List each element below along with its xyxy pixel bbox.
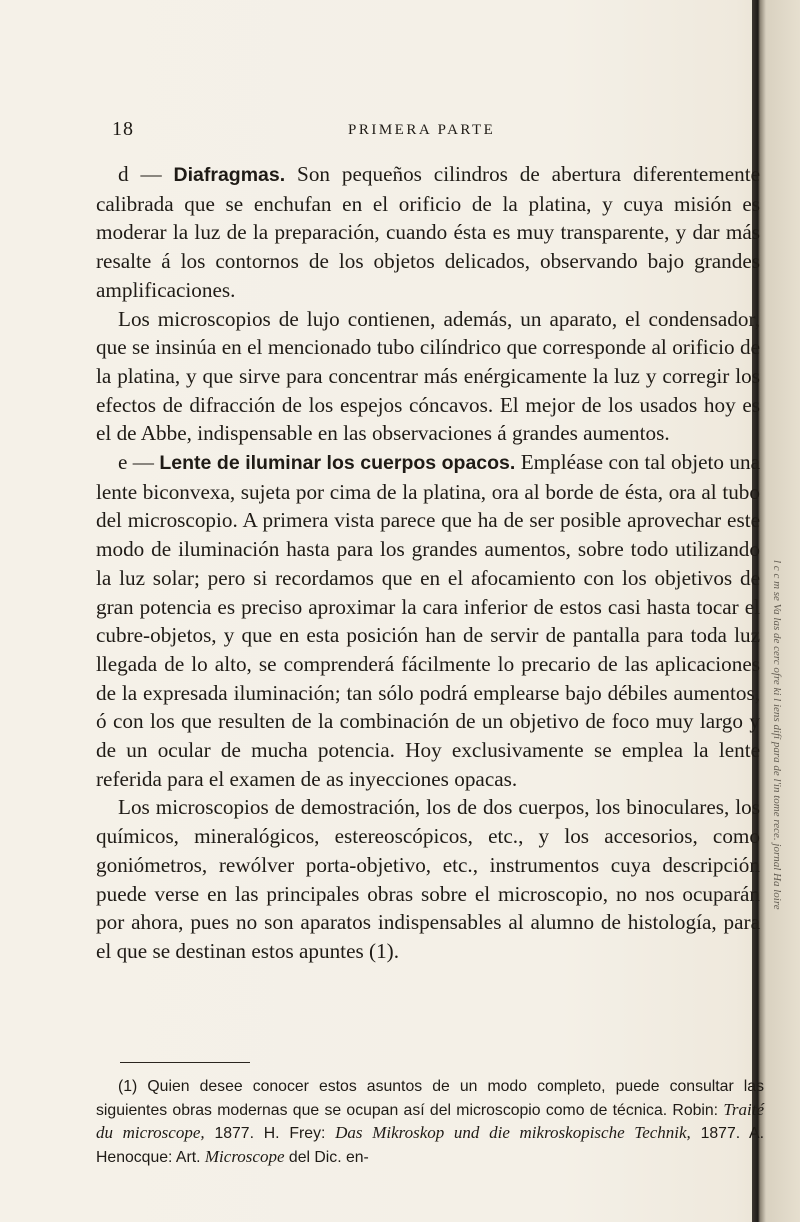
footnote-title: Traité du microscope,: [96, 1099, 764, 1143]
paragraph-text: Son pequeños cilindros de abertura diferentemente calibrada que se enchufan en el orificio de la platina, y cuya misión es moderar la luz de la preparación, cuando ésta es muy transparente, y dar más resalte á los contornos de los objetos delicados, observando bajo grandes amplificaciones.: [96, 162, 760, 302]
paragraph-condensador: Los microscopios de lujo contienen, además, un aparato, el condensador, que se insinúa en el mencionado tubo cilíndrico que corresponde al orificio de la platina, y que sirve para concentrar más enérgicamente la luz y corregir los efectos de difracción de los espejos cóncavos. El mejor de los usados hoy es el de Abbe, indispensable en las observaciones á grandes aumentos.: [96, 306, 760, 446]
footnote: [96, 1076, 764, 1169]
paragraph-text: Empléase con tal objeto una lente biconvexa, sujeta por cima de la platina, ora al borde de ésta, ora al tubo del microscopio. A primera vista parece que ha de ser posible aprovechar este modo de iluminación hasta para los grandes aumentos, sobre todo utilizando la luz solar; pero si recordamos que en el afocamiento con los objetivos de gran potencia es preciso aproximar la cara inferior de estos casi hasta tocar el cubre-objetos, y que en esta posición han de servir de pantalla para toda luz llegada de lo alto, se comprenderá fácilmente lo precario de las aplicaciones de la expresada iluminación; tan sólo podrá emplearse bajo débiles aumentos, ó con los que resulten de la combinación de un objetivo de foco muy largo y de un ocular de mucha potencia. Hoy exclusivamente se emplea la lente referida para el examen de as inyecciones opacas.: [96, 450, 760, 791]
section-heading: Diafragmas.: [173, 164, 286, 186]
page-header: [112, 118, 740, 146]
paragraph-diafragmas: [96, 160, 760, 305]
section-letter: e —: [118, 450, 160, 475]
footnote-title: Das Mikroskop und die mikroskopische Technik,: [335, 1123, 691, 1143]
paragraph-microscopios: Los microscopios de demostración, los de dos cuerpos, los binoculares, los químicos, mineralógicos, estereoscópicos, etc., y los accesorios, como goniómetros, rewólver porta-objetivo, etc., instrumentos cuya descripción puede verse en las principales obras sobre el microscopio, no nos ocuparán por ahora, pues no son aparatos indispensables al alumno de histología, para el que se destinan estos apuntes (1).: [96, 795, 760, 963]
section-heading: Lente de iluminar los cuerpos opacos.: [159, 452, 516, 475]
paragraph-lente: [96, 448, 760, 793]
running-head: PRIMERA PARTE: [348, 122, 496, 138]
footnote-rule: [120, 1062, 250, 1063]
section-letter: d —: [118, 162, 174, 186]
footnote-part: 1877. H. Frey:: [204, 1125, 336, 1143]
page-number: 18: [112, 118, 134, 140]
facing-page-fragments: l c c m se Va las de cerc ofre ki l iens difí para de l'in tome rece. jornal Ha loire: [771, 560, 783, 910]
footnote-part: (1) Quien desee conocer estos asuntos de un modo completo, puede consultar las siguientes obras modernas que se ocupan así del microscopio como de técnica. Robin:: [96, 1078, 764, 1119]
footnote-part: del Dic. en-: [284, 1148, 369, 1166]
footnote-text: [96, 1076, 764, 1169]
footnote-part: 1877. A. Henocque: Art.: [96, 1125, 764, 1166]
footnote-title: Microscope: [204, 1146, 285, 1166]
body-text: [96, 160, 760, 966]
